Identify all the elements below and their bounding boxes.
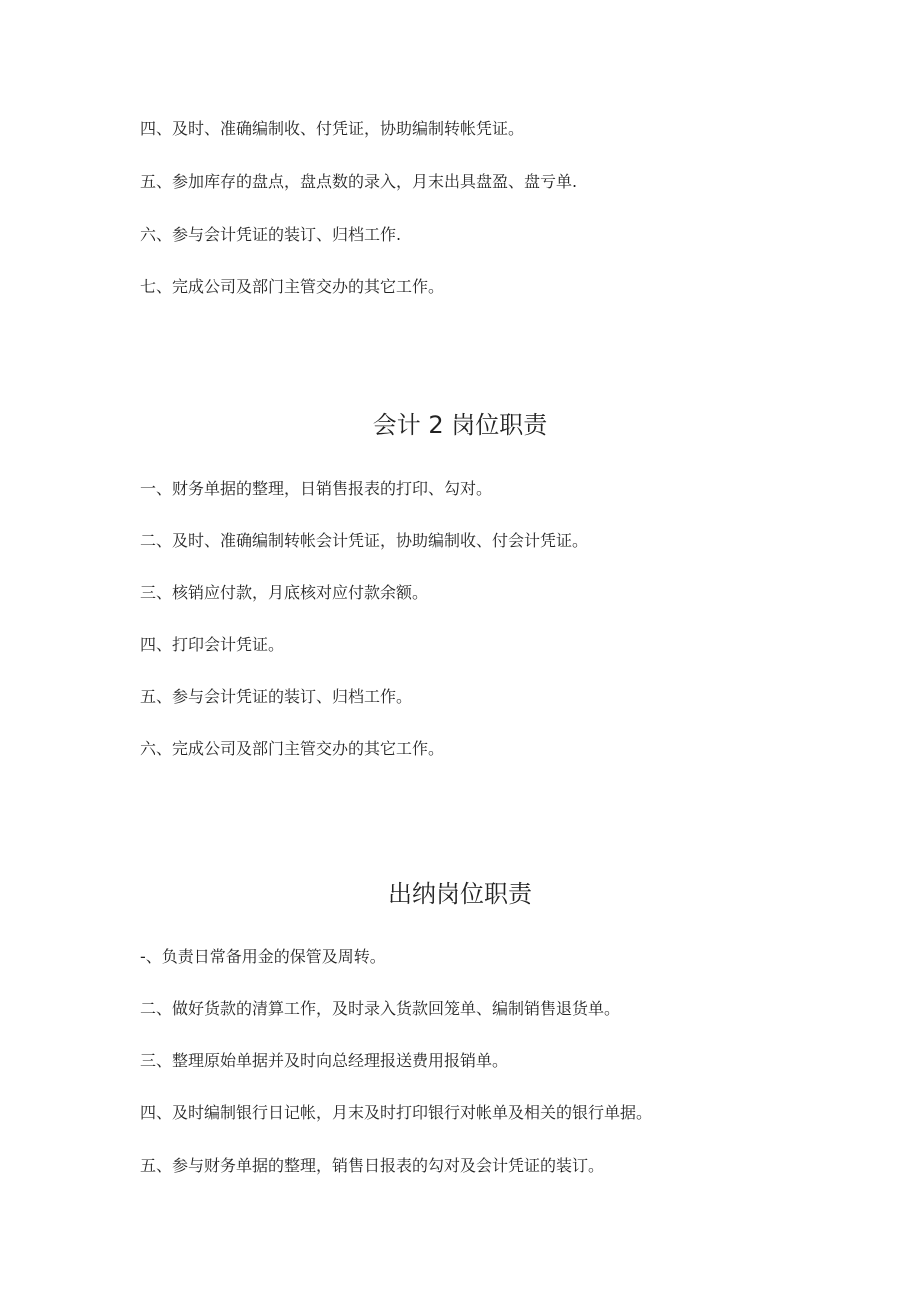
- duty-item: 二、做好货款的清算工作，及时录入货款回笼单、编制销售退货单。: [140, 999, 621, 1018]
- duty-item: 七、完成公司及部门主管交办的其它工作。: [140, 277, 445, 296]
- duty-item: 五、参与财务单据的整理，销售日报表的勾对及会计凭证的装订。: [140, 1156, 605, 1175]
- duty-item: 三、核销应付款，月底核对应付款余额。: [140, 583, 429, 602]
- duty-item: 一、财务单据的整理，日销售报表的打印、勾对。: [140, 479, 493, 498]
- duty-item: 二、及时、准确编制转帐会计凭证，协助编制收、付会计凭证。: [140, 531, 589, 550]
- duty-item: 六、参与会计凭证的装订、归档工作.: [140, 225, 402, 244]
- duty-item: 四、及时编制银行日记帐，月末及时打印银行对帐单及相关的银行单据。: [140, 1103, 653, 1122]
- duty-item: 四、及时、准确编制收、付凭证，协助编制转帐凭证。: [140, 119, 525, 138]
- duty-item: -、负责日常备用金的保管及周转。: [140, 947, 386, 966]
- duty-item: 六、完成公司及部门主管交办的其它工作。: [140, 739, 445, 758]
- duty-item: 五、参与会计凭证的装订、归档工作。: [140, 687, 413, 706]
- duty-item: 三、整理原始单据并及时向总经理报送费用报销单。: [140, 1051, 509, 1070]
- section-title: 出纳岗位职责: [388, 880, 532, 908]
- duty-item: 五、参加库存的盘点，盘点数的录入，月末出具盘盈、盘亏单.: [140, 172, 578, 191]
- duty-item: 四、打印会计凭证。: [140, 635, 285, 654]
- section-title: 会计 2 岗位职责: [372, 411, 548, 439]
